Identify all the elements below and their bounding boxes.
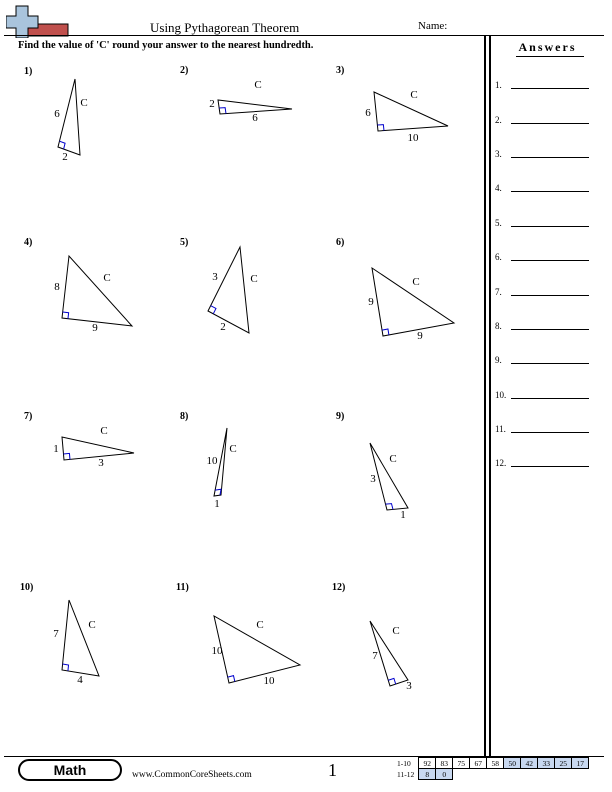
- problem-number: 4): [24, 237, 33, 248]
- hypotenuse-label: C: [256, 619, 264, 631]
- score-cell: 8: [419, 769, 436, 780]
- leg-b-label: 4: [77, 674, 83, 686]
- hypotenuse-label: C: [250, 273, 258, 285]
- answer-number: 7.: [495, 287, 502, 297]
- score-cell: 67: [470, 758, 487, 769]
- score-row: [396, 769, 589, 780]
- problem-5: [180, 237, 258, 333]
- leg-a-label: 2: [209, 98, 215, 110]
- score-cell: 33: [538, 758, 555, 769]
- leg-b-label: 6: [252, 112, 258, 124]
- triangle: [208, 247, 249, 333]
- hypotenuse-label: C: [389, 453, 397, 465]
- triangle: [62, 256, 132, 326]
- problem-3: [336, 65, 448, 144]
- problem-number: 12): [332, 582, 346, 593]
- instructions: Find the value of 'C' round your answer to the nearest hundredth.: [18, 40, 314, 51]
- score-cell: 42: [521, 758, 538, 769]
- leg-b-label: 2: [220, 321, 226, 333]
- problem-7: [24, 411, 134, 469]
- problem-1: [24, 66, 88, 163]
- hypotenuse-label: C: [88, 619, 96, 631]
- subject-badge: Math: [18, 759, 122, 781]
- problem-number: 3): [336, 65, 345, 76]
- problem-11: [176, 582, 300, 687]
- leg-a-label: 9: [368, 296, 374, 308]
- leg-a-label: 10: [211, 645, 223, 657]
- problem-number: 5): [180, 237, 189, 248]
- triangle: [58, 79, 80, 155]
- problem-number: 8): [180, 411, 189, 422]
- leg-a-label: 8: [54, 281, 60, 293]
- hypotenuse-label: C: [100, 425, 108, 437]
- problem-2: [180, 65, 292, 124]
- leg-a-label: 3: [212, 271, 218, 283]
- website-link[interactable]: www.CommonCoreSheets.com: [132, 770, 252, 780]
- right-angle-marker: [377, 125, 384, 131]
- problem-number: 9): [336, 411, 345, 422]
- problem-10: [20, 582, 99, 686]
- page-title: Using Pythagorean Theorem: [150, 20, 300, 35]
- answers-title: Answers: [518, 40, 577, 54]
- leg-a-label: 7: [372, 650, 378, 662]
- leg-b-label: 3: [406, 680, 412, 692]
- hypotenuse-label: C: [103, 272, 111, 284]
- leg-b-label: 2: [62, 151, 68, 163]
- leg-b-label: 1: [400, 509, 406, 521]
- leg-a-label: 3: [370, 473, 376, 485]
- score-cell: 75: [453, 758, 470, 769]
- leg-a-label: 10: [206, 455, 218, 467]
- problem-8: [180, 411, 237, 510]
- score-table: [396, 757, 589, 780]
- hypotenuse-label: C: [392, 625, 400, 637]
- score-cell: 83: [436, 758, 453, 769]
- answer-number: 1.: [495, 80, 502, 90]
- page-number: 1: [328, 760, 337, 780]
- score-cell: 17: [572, 758, 589, 769]
- hypotenuse-label: C: [229, 443, 237, 455]
- problem-6: [336, 237, 454, 342]
- answer-number: 10.: [495, 390, 507, 400]
- problem-9: [336, 411, 408, 521]
- leg-b-label: 10: [263, 675, 275, 687]
- answer-number: 2.: [495, 115, 502, 125]
- score-row-label: 11-12: [397, 769, 415, 779]
- problem-4: [24, 237, 132, 334]
- answer-number: 6.: [495, 252, 502, 262]
- score-cell: 92: [419, 758, 436, 769]
- answer-number: 5.: [495, 218, 502, 228]
- hypotenuse-label: C: [410, 89, 418, 101]
- answer-number: 3.: [495, 149, 502, 159]
- leg-a-label: 1: [53, 443, 59, 455]
- problem-number: 2): [180, 65, 189, 76]
- problem-number: 6): [336, 237, 345, 248]
- hypotenuse-label: C: [254, 79, 262, 91]
- score-cell: 25: [555, 758, 572, 769]
- score-row-label: 1-10: [397, 758, 411, 768]
- problem-12: [332, 582, 412, 692]
- answer-number: 11.: [495, 424, 506, 434]
- right-angle-marker: [215, 489, 221, 495]
- problem-number: 1): [24, 66, 33, 77]
- problem-number: 10): [20, 582, 34, 593]
- right-angle-marker: [63, 453, 69, 459]
- problem-number: 11): [176, 582, 189, 593]
- leg-a-label: 6: [365, 107, 371, 119]
- leg-b-label: 10: [407, 132, 419, 144]
- leg-a-label: 7: [53, 628, 59, 640]
- problem-number: 7): [24, 411, 33, 422]
- leg-b-label: 9: [417, 330, 423, 342]
- name-label: Name:: [418, 20, 448, 32]
- answer-number: 8.: [495, 321, 502, 331]
- leg-b-label: 1: [214, 498, 220, 510]
- score-cell: 58: [487, 758, 504, 769]
- answer-number: 9.: [495, 355, 502, 365]
- leg-a-label: 6: [54, 108, 60, 120]
- leg-b-label: 3: [98, 457, 104, 469]
- hypotenuse-label: C: [412, 276, 420, 288]
- hypotenuse-label: C: [80, 97, 88, 109]
- answer-number: 4.: [495, 183, 502, 193]
- score-cell: 0: [436, 769, 453, 780]
- score-cell: 50: [504, 758, 521, 769]
- score-row: [396, 758, 589, 769]
- leg-b-label: 9: [92, 322, 98, 334]
- answer-number: 12.: [495, 458, 507, 468]
